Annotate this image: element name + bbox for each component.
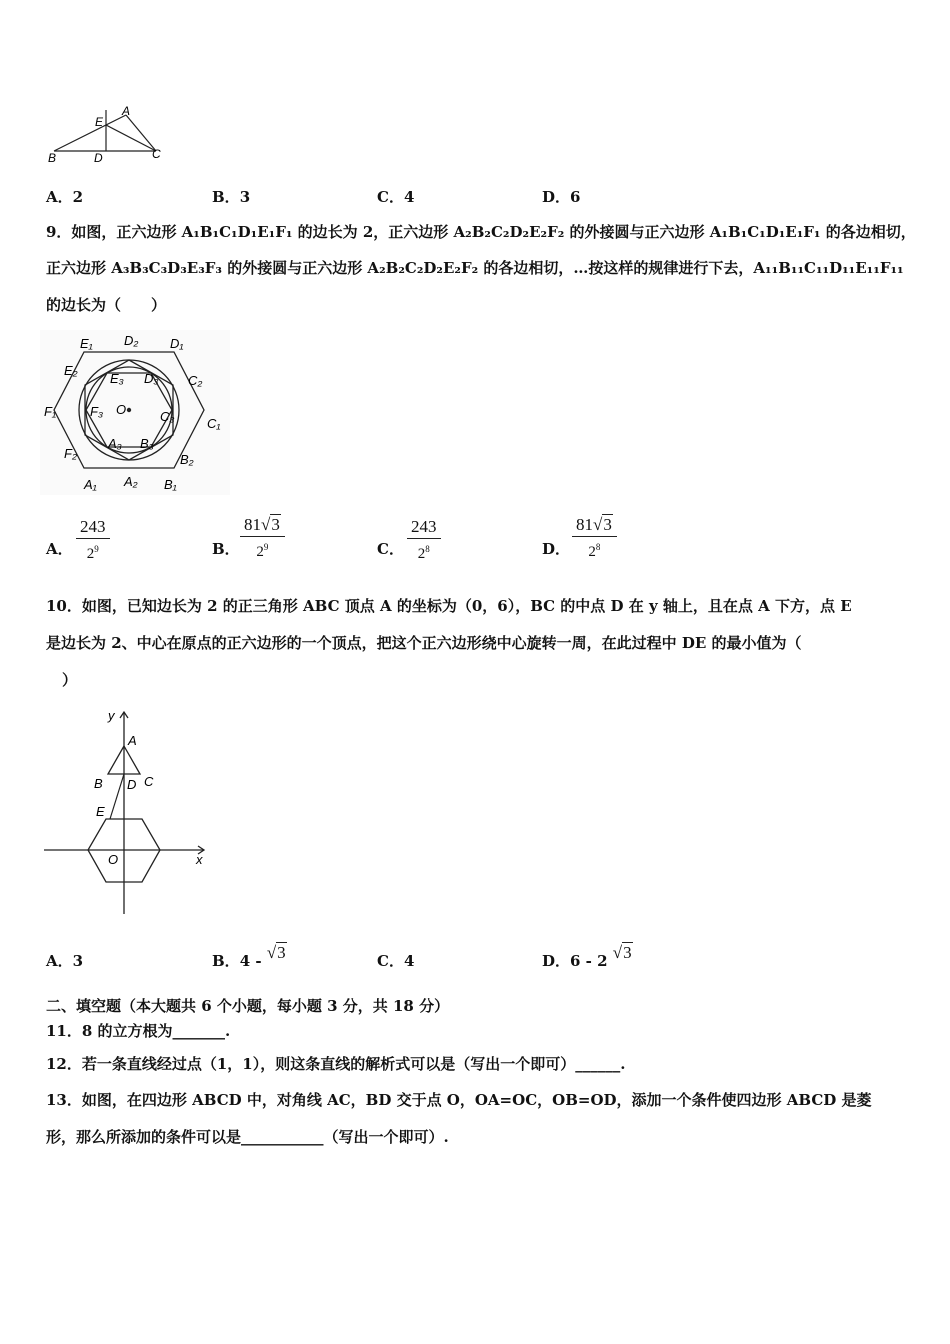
q10-option-b: B．4 - √3 bbox=[212, 943, 286, 970]
q9-option-a-fraction: $\frac{243}{2^9}$ bbox=[76, 516, 110, 564]
q9-option-d-fraction: $\frac{81√3}{2^8}$ bbox=[572, 514, 617, 562]
q11-text: 11．8 的立方根为_______. bbox=[46, 1022, 231, 1040]
q9-stem-line2: 正六边形 A₃B₃C₃D₃E₃F₃ 的外接圆与正六边形 A₂B₂C₂D₂E₂F₂ 的各边相切，…按这样的规律进行下去，A₁₁B₁₁C₁₁D₁₁E₁₁F₁₁ bbox=[46, 259, 904, 277]
q8-label-e: E bbox=[95, 115, 104, 129]
q9-label-d1: D₁ bbox=[170, 336, 184, 351]
q9-option-c-letter: C． bbox=[377, 540, 404, 558]
q9-label-d2: D₂ bbox=[124, 333, 139, 348]
q8-label-c: C bbox=[152, 147, 161, 161]
q9-label-f2: F₂ bbox=[64, 446, 77, 461]
q8-label-a: A bbox=[122, 104, 131, 118]
q9-label-f3: F₃ bbox=[90, 404, 104, 419]
q8-option-a: A．2 bbox=[46, 188, 84, 206]
q10-stem-line2: 是边长为 2、中心在原点的正六边形的一个顶点，把这个正六边形绕中心旋转一周，在此过程中 DE 的最小值为（ bbox=[46, 634, 802, 652]
q9-label-o: O bbox=[116, 402, 127, 417]
q13-line2: 形，那么所添加的条件可以是___________（写出一个即可）. bbox=[46, 1128, 449, 1146]
q9-stem-line1: 9．如图，正六边形 A₁B₁C₁D₁E₁F₁ 的边长为 2，正六边形 A₂B₂C₂D₂E₂F₂ 的外接圆与正六边形 A₁B₁C₁D₁E₁F₁ 的各边相切， bbox=[46, 223, 916, 241]
q10-label-e: E bbox=[96, 804, 105, 819]
q10-label-c: C bbox=[144, 774, 154, 789]
q10-stem-line1: 10．如图，已知边长为 2 的正三角形 ABC 顶点 A 的坐标为（0，6），BC 的中点 D 在 y 轴上，且在点 A 下方，点 E bbox=[46, 597, 852, 615]
q9-stem-line3: 的边长为（ ） bbox=[46, 296, 167, 314]
q10-label-b: B bbox=[94, 776, 103, 791]
section2-heading: 二、填空题（本大题共 6 个小题，每小题 3 分，共 18 分） bbox=[46, 997, 450, 1015]
q9-hexagon-figure bbox=[40, 330, 230, 495]
q9-option-b-letter: B． bbox=[212, 540, 240, 558]
q9-label-c3: C₃ bbox=[160, 409, 175, 424]
q9-option-a-letter: A． bbox=[46, 540, 73, 558]
q10-label-x: x bbox=[196, 852, 203, 867]
q9-label-d3: D₃ bbox=[144, 371, 159, 386]
q10-label-a: A bbox=[128, 733, 137, 748]
q10-label-y: y bbox=[108, 708, 115, 723]
q8-option-d: D．6 bbox=[542, 188, 581, 206]
q9-label-a3: A₃ bbox=[108, 436, 122, 451]
q8-option-b: B．3 bbox=[212, 188, 251, 206]
q10-coordinate-figure bbox=[44, 704, 216, 916]
q9-label-a1: A₁ bbox=[84, 477, 97, 492]
q9-label-c2: C₂ bbox=[188, 373, 203, 388]
q10-label-o: O bbox=[108, 852, 119, 867]
q9-label-b1: B₁ bbox=[164, 477, 177, 492]
q9-label-c1: C₁ bbox=[207, 416, 221, 431]
q12-text: 12．若一条直线经过点（1，1），则这条直线的解析式可以是（写出一个即可）______. bbox=[46, 1055, 626, 1073]
q13-line1: 13．如图，在四边形 ABCD 中，对角线 AC，BD 交于点 O，OA=OC，OB=OD，添加一个条件使四边形 ABCD 是菱 bbox=[46, 1091, 872, 1109]
q10-label-d: D bbox=[127, 777, 137, 792]
q10-option-c: C．4 bbox=[377, 952, 415, 970]
q9-label-b2: B₂ bbox=[180, 452, 194, 467]
q9-option-c-fraction: $\frac{243}{2^8}$ bbox=[407, 516, 441, 564]
q9-label-f1: F₁ bbox=[44, 404, 57, 419]
q9-label-b3: B₃ bbox=[140, 436, 154, 451]
q8-triangle-figure bbox=[44, 102, 174, 168]
q9-label-a2: A₂ bbox=[124, 474, 138, 489]
q9-label-e3: E₃ bbox=[110, 371, 124, 386]
q8-option-c: C．4 bbox=[377, 188, 415, 206]
q9-label-e1: E₁ bbox=[80, 336, 93, 351]
q10-option-d: D．6 - 2 √3 bbox=[542, 943, 632, 970]
q9-option-b-fraction: $\frac{81√3}{2^9}$ bbox=[240, 514, 285, 562]
q8-label-d: D bbox=[94, 151, 103, 165]
q10-stem-line3: ） bbox=[62, 671, 78, 689]
q8-label-b: B bbox=[48, 151, 57, 165]
q10-option-a: A．3 bbox=[46, 952, 84, 970]
q9-label-e2: E₂ bbox=[64, 363, 78, 378]
q9-option-d-letter: D． bbox=[542, 540, 571, 558]
